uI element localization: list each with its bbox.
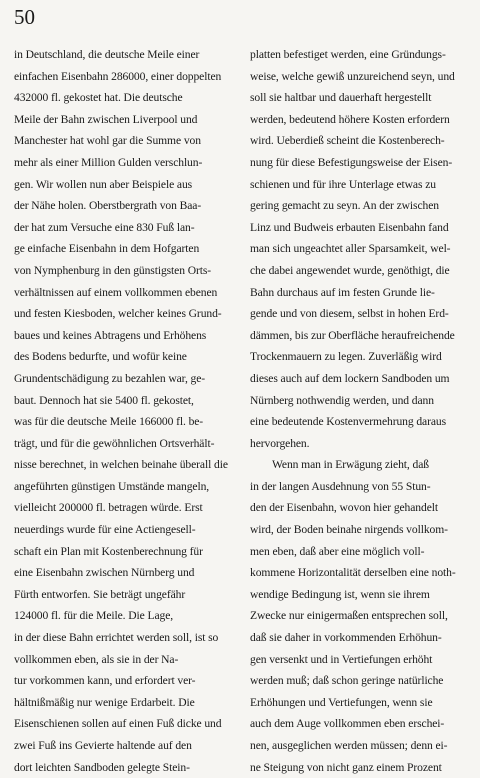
text-line: tur vorkommen kann, und erfordert ver- [14, 674, 196, 688]
text-line: daß sie daher in vorkommenden Erhöhun- [250, 631, 442, 645]
text-line: vielleicht 200000 fl. betragen würde. Erst [14, 501, 203, 515]
text-line: wird. Ueberdieß scheint die Kostenberech- [250, 134, 445, 148]
text-line: weise, welche gewiß unzureichend seyn, und [250, 69, 455, 83]
text-line: soll sie haltbar und dauerhaft hergestellt [250, 91, 432, 105]
text-line: gen. Wir wollen nun aber Beispiele aus [14, 177, 193, 191]
text-line: eine Eisenbahn zwischen Nürnberg und [14, 566, 195, 580]
page-number: 50 [14, 5, 35, 29]
text-line: der Nähe holen. Oberstbergrath von Baa- [14, 199, 202, 213]
text-line: der hat zum Versuche eine 830 Fuß lan- [14, 220, 195, 234]
text-line: verhältnissen auf einem vollkommen ebenen [14, 285, 218, 299]
text-line: Erhöhungen und Vertiefungen, wenn sie [250, 695, 433, 709]
text-line: man sich ungeachtet aller Sparsamkeit, wel- [250, 242, 451, 256]
text-line: men eben, daß aber eine möglich voll- [250, 544, 425, 558]
text-line: in der langen Ausdehnung von 55 Stun- [250, 479, 431, 493]
text-line: Trockenmauern zu legen. Zuverläßig wird [250, 350, 442, 364]
text-line: auch dem Auge vollkommen eben erschei- [250, 717, 445, 731]
text-line: gende und von diesem, selbst in hohen Erd- [250, 307, 449, 321]
text-line: hervorgehen. [250, 436, 310, 450]
text-line: dort leichten Sandboden gelegte Stein- [14, 760, 190, 774]
left-text-column [14, 44, 236, 778]
text-line: und festen Kiesboden, welcher keines Grund- [14, 307, 222, 321]
text-line: nisse berechnet, in welchen beinahe überall die [14, 458, 228, 472]
text-line: Meile der Bahn zwischen Liverpool und [14, 112, 198, 126]
text-line: 124000 fl. für die Meile. Die Lage, [14, 609, 174, 623]
text-line: des Bodens bedurfte, und wofür keine [14, 350, 187, 364]
text-line: kommene Horizontalität derselben eine noth- [250, 566, 456, 580]
text-line: werden, bedeutend höhere Kosten erfordern [250, 112, 450, 126]
text-line: hältnißmäßig nur wenige Erdarbeit. Die [14, 695, 195, 709]
text-line: wird, der Boden beinahe nirgends vollkom- [250, 523, 448, 537]
text-line: angeführten günstigen Umstände mangeln, [14, 479, 210, 493]
text-line: wendige Bedingung ist, wenn sie ihrem [250, 587, 430, 601]
text-line: baut. Dennoch hat sie 5400 fl. gekostet, [14, 393, 194, 407]
text-line: Eisenschienen sollen auf einen Fuß dicke und [14, 717, 222, 731]
right-text-column [250, 44, 472, 778]
text-line: Nürnberg nothwendig werden, und dann [250, 393, 434, 407]
text-line: in Deutschland, die deutsche Meile einer [14, 48, 200, 61]
text-line: den der Eisenbahn, wovon hier gehandelt [250, 501, 438, 515]
text-line: Fürth entworfen. Sie beträgt ungefähr [14, 587, 186, 601]
text-line: nen, ausgeglichen werden müssen; denn ei- [250, 739, 448, 752]
text-line: vollkommen eben, als sie in der Na- [14, 652, 179, 666]
text-line: gering gemacht zu seyn. An der zwischen [250, 199, 439, 213]
text-line: gen versenkt und in Vertiefungen erhöht [250, 652, 433, 666]
text-line: von Nymphenburg in den günstigsten Orts- [14, 263, 212, 277]
text-line: ge einfache Eisenbahn in dem Hofgarten [14, 242, 200, 256]
text-line: dieses auch auf dem lockern Sandboden um [250, 371, 450, 385]
text-line: Wenn man in Erwägung zieht, daß [272, 458, 429, 472]
text-line: mehr als einer Million Gulden verschlun- [14, 155, 203, 169]
text-line: Linz und Budweis erbauten Eisenbahn fand [250, 220, 449, 234]
text-line: trägt, und für die gewöhnlichen Ortsverhält- [14, 436, 215, 450]
text-line: schienen und für ihre Unterlage etwas zu [250, 177, 436, 191]
text-line: zwei Fuß ins Gevierte haltende auf den [14, 739, 192, 752]
text-line: baues und keines Abtragens und Erhöhens [14, 328, 207, 342]
text-line: eine bedeutende Kostenvermehrung daraus [250, 415, 447, 429]
text-line: Zwecke nur einigermaßen entsprechen soll, [250, 609, 448, 623]
text-line: 432000 fl. gekostet hat. Die deutsche [14, 91, 183, 105]
text-line: schaft ein Plan mit Kostenberechnung für [14, 544, 203, 558]
text-line: ne Steigung von nicht ganz einem Prozent [250, 760, 442, 774]
text-line: in der diese Bahn errichtet werden soll, ist so [14, 631, 219, 645]
text-line: werden muß; daß schon geringe natürliche [250, 674, 444, 688]
text-line: platten befestiget werden, eine Gründungs- [250, 48, 446, 61]
text-line: einfachen Eisenbahn 286000, einer doppelten [14, 69, 222, 83]
text-line: neuerdings wurde für eine Actiengesell- [14, 523, 196, 537]
text-line: Manchester hat wohl gar die Summe von [14, 134, 201, 148]
text-line: Bahn durchaus auf im festen Grunde lie- [250, 285, 435, 299]
text-line: dämmen, bis zur Oberfläche heraufreichende [250, 328, 455, 342]
text-line: Grundentschädigung zu bezahlen war, ge- [14, 371, 206, 385]
text-line: nung für diese Befestigungsweise der Eisen- [250, 155, 453, 169]
text-line: was für die deutsche Meile 166000 fl. be- [14, 415, 204, 429]
text-line: che dabei angewendet wurde, genöthigt, die [250, 263, 450, 277]
